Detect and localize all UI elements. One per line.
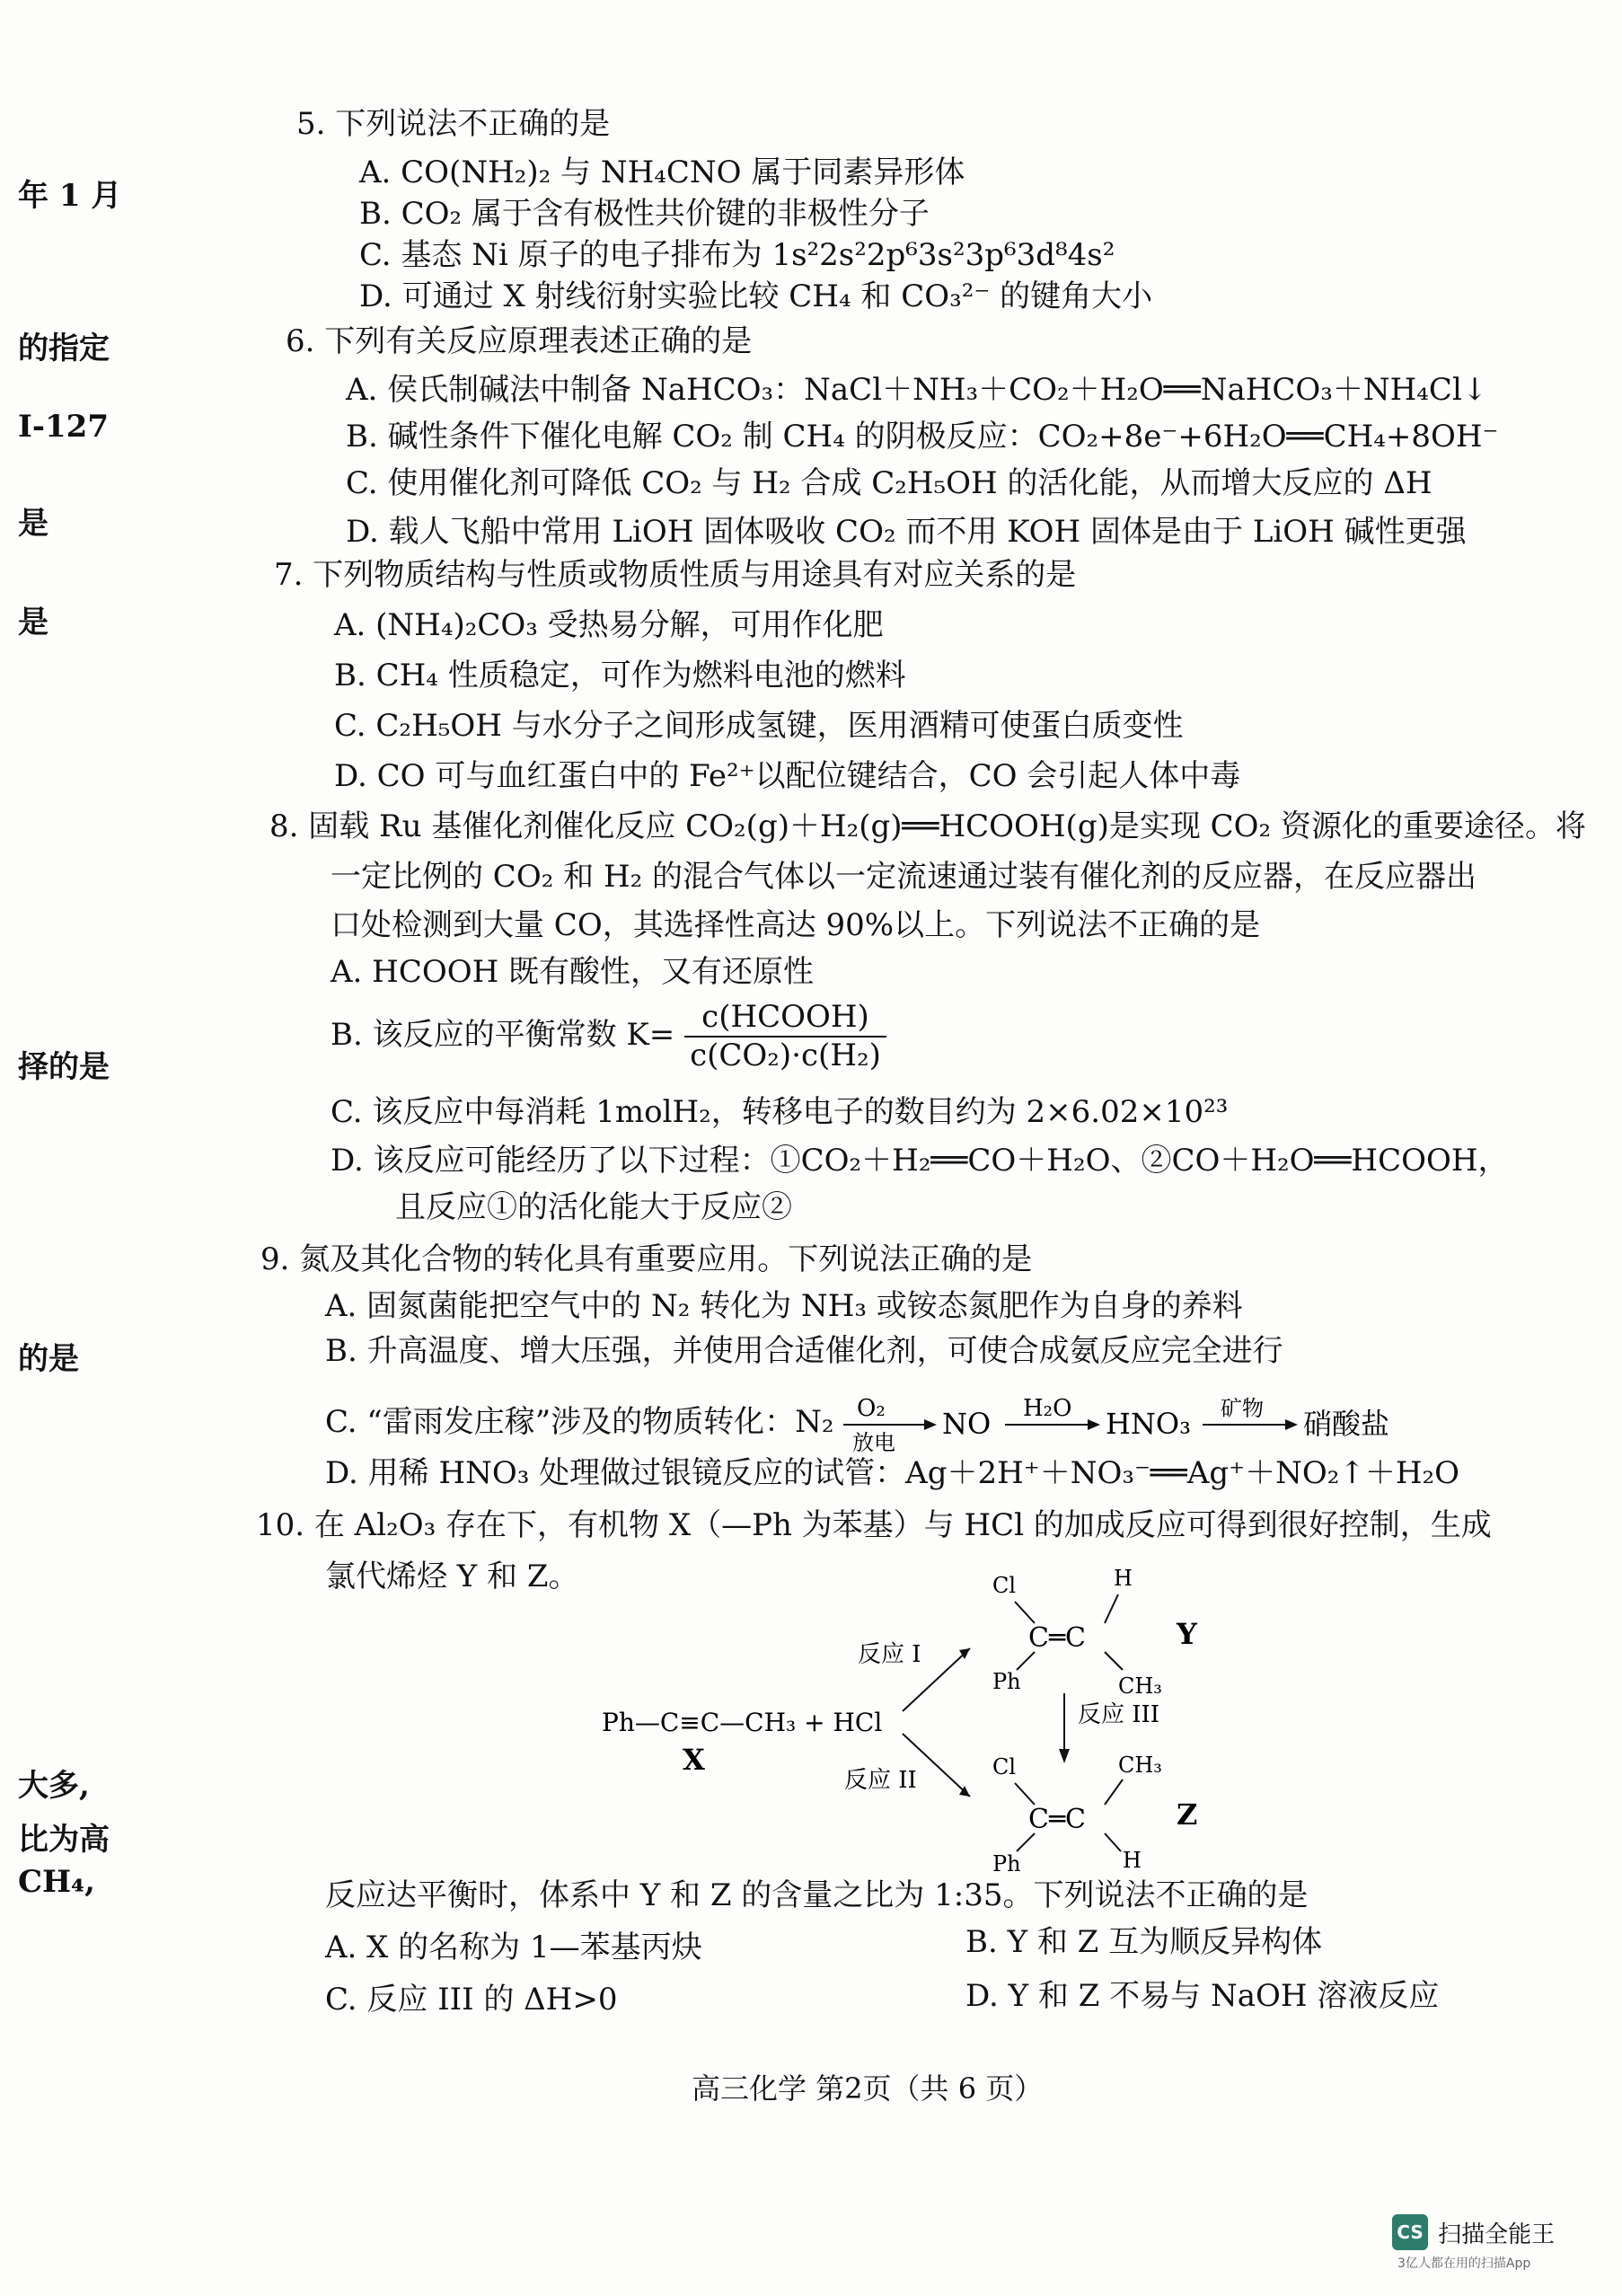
equilibrium-constant-fraction	[684, 999, 886, 1074]
q8-option-a: A. HCOOH 既有酸性，又有还原性	[331, 954, 815, 990]
reaction-ii-label: 反应 II	[844, 1767, 917, 1794]
q10-option-d: D. Y 和 Z 不易与 NaOH 溶液反应	[965, 1978, 1440, 2014]
gutter-text: 大多,	[18, 1768, 90, 1804]
q9-option-d: D. 用稀 HNO₃ 处理做过银镜反应的试管：Ag＋2H⁺＋NO₃⁻══Ag⁺＋NO₂↑＋H₂O	[325, 1455, 1460, 1491]
q8-stem-line2: 一定比例的 CO₂ 和 H₂ 的混合气体以一定流速通过装有催化剂的反应器，在反应器出	[331, 859, 1477, 895]
q7-option-b: B. CH₄ 性质稳定，可作为燃料电池的燃料	[334, 658, 906, 693]
arrow2-head	[1088, 1419, 1100, 1430]
q10-option-c: C. 反应 III 的 ΔH>0	[325, 1982, 618, 2018]
nitrogen-conversion-scheme	[843, 1392, 1622, 1455]
species-hno3: HNO₃	[1106, 1407, 1192, 1441]
arrow3-head	[1285, 1419, 1298, 1430]
arrow2-top-label: H₂O	[1023, 1395, 1072, 1422]
q8-option-d-line1: D. 该反应可能经历了以下过程：①CO₂＋H₂══CO＋H₂O、②CO＋H₂O══HCOOH，	[331, 1143, 1509, 1179]
z-bond-h	[1105, 1833, 1121, 1851]
gutter-text: CH₄,	[18, 1864, 95, 1900]
q10-option-b: B. Y 和 Z 互为顺反异构体	[965, 1924, 1323, 1960]
z-ch3: CH₃	[1118, 1753, 1162, 1778]
watermark-tagline: 3亿人都在用的扫描App	[1397, 2256, 1531, 2271]
y-bond-h	[1105, 1594, 1118, 1623]
arrow1-head	[924, 1419, 937, 1430]
q9-option-a: A. 固氮菌能把空气中的 N₂ 转化为 NH₃ 或铵态氮肥作为自身的养料	[325, 1288, 1243, 1324]
reactant-x-formula: Ph—C≡C—CH₃ + HCl	[602, 1708, 883, 1737]
q5-option-d: D. 可通过 X 射线衍射实验比较 CH₄ 和 CO₃²⁻ 的键角大小	[359, 278, 1153, 314]
q5-option-b: B. CO₂ 属于含有极性共价键的非极性分子	[359, 196, 930, 232]
q10-stem-line3: 反应达平衡时，体系中 Y 和 Z 的含量之比为 1:35。下列说法不正确的是	[325, 1877, 1309, 1913]
z-double-bond: C═C	[1028, 1804, 1086, 1835]
gutter-text: 是	[18, 605, 48, 640]
y-double-bond: C═C	[1028, 1622, 1086, 1654]
q8-option-c: C. 该反应中每消耗 1molH₂，转移电子的数目约为 2×6.02×10²³	[331, 1094, 1229, 1130]
y-h: H	[1114, 1566, 1133, 1591]
gutter-text: 是	[18, 506, 48, 542]
q8-option-b-prefix: B. 该反应的平衡常数 K=	[331, 1016, 675, 1053]
q7-stem: 7. 下列物质结构与性质或物质性质与用途具有对应关系的是	[274, 557, 1077, 593]
z-ph: Ph	[992, 1851, 1021, 1877]
q9-option-b: B. 升高温度、增大压强，并使用合适催化剂，可使合成氨反应完全进行	[325, 1333, 1283, 1369]
z-bond-ph	[1017, 1833, 1035, 1851]
y-bond-ch3	[1105, 1652, 1123, 1670]
reaction-iii-label: 反应 III	[1078, 1701, 1160, 1728]
product-y-label: Y	[1177, 1617, 1197, 1651]
q8-stem-line3: 口处检测到大量 CO，其选择性高达 90%以上。下列说法不正确的是	[331, 907, 1261, 943]
arrow1-top-label: O₂	[857, 1395, 886, 1422]
gutter-text: I-127	[18, 409, 109, 445]
gutter-text: 的指定	[18, 331, 110, 366]
q5-option-c: C. 基态 Ni 原子的电子排布为 1s²2s²2p⁶3s²3p⁶3d⁸4s²	[359, 237, 1115, 273]
q10-stem-line1: 10. 在 Al₂O₃ 存在下，有机物 X（—Ph 为苯基）与 HCl 的加成反应可得到很好控制，生成	[256, 1507, 1492, 1543]
q6-option-c: C. 使用催化剂可降低 CO₂ 与 H₂ 合成 C₂H₅OH 的活化能，从而增大反应的 ΔH	[346, 465, 1432, 501]
gutter-text: 择的是	[18, 1049, 110, 1085]
y-bond-ph	[1017, 1652, 1035, 1670]
page-footer: 高三化学 第2页（共 6 页）	[692, 2071, 1044, 2106]
q7-option-d: D. CO 可与血红蛋白中的 Fe²⁺以配位键结合，CO 会引起人体中毒	[334, 758, 1241, 794]
z-h: H	[1123, 1848, 1142, 1873]
q7-option-c: C. C₂H₅OH 与水分子之间形成氢键，医用酒精可使蛋白质变性	[334, 708, 1184, 744]
species-no: NO	[942, 1407, 992, 1441]
species-nitrate: 硝酸盐	[1303, 1407, 1390, 1441]
camscanner-logo-icon: CS	[1392, 2214, 1428, 2250]
q5-stem: 5. 下列说法不正确的是	[296, 106, 611, 142]
q6-option-b: B. 碱性条件下催化电解 CO₂ 制 CH₄ 的阴极反应：CO₂+8e⁻+6H₂O══CH₄+8OH⁻	[346, 419, 1499, 455]
scanner-watermark	[1392, 2214, 1555, 2272]
z-bond-ch3	[1105, 1779, 1123, 1805]
y-ph: Ph	[992, 1669, 1021, 1694]
q10-option-a: A. X 的名称为 1—苯基丙炔	[325, 1930, 702, 1965]
product-z-label: Z	[1177, 1797, 1198, 1832]
arrow1-bottom-label: 放电	[852, 1430, 896, 1455]
gutter-text: 的是	[18, 1341, 79, 1377]
gutter-text: 年 1 月	[18, 178, 122, 214]
z-cl: Cl	[992, 1754, 1017, 1779]
reaction-i-label: 反应 I	[858, 1641, 921, 1668]
q9-stem: 9. 氮及其化合物的转化具有重要应用。下列说法正确的是	[260, 1241, 1033, 1277]
arrow3-top-label: 矿物	[1221, 1396, 1265, 1421]
q8-option-d-line2: 且反应①的活化能大于反应②	[395, 1189, 792, 1225]
q6-option-a: A. 侯氏制碱法中制备 NaHCO₃：NaCl＋NH₃＋CO₂＋H₂O══NaHCO₃＋NH₄Cl↓	[346, 372, 1488, 408]
q6-stem: 6. 下列有关反应原理表述正确的是	[286, 323, 753, 359]
q6-option-d: D. 载人飞船中常用 LiOH 固体吸收 CO₂ 而不用 KOH 固体是由于 LiOH 碱性更强	[346, 514, 1467, 550]
reaction-iii-arrowhead	[1059, 1749, 1070, 1763]
q10-stem-line2: 氯代烯烃 Y 和 Z。	[325, 1559, 579, 1594]
q8-stem-line1: 8. 固载 Ru 基催化剂催化反应 CO₂(g)＋H₂(g)══HCOOH(g)是实现 CO₂ 资源化的重要途径。将	[269, 808, 1586, 844]
reactant-x-label: X	[683, 1743, 705, 1777]
left-gutter-fragments	[0, 0, 180, 2296]
q7-option-a: A. (NH₄)₂CO₃ 受热易分解，可用作化肥	[334, 607, 884, 643]
q8-option-b	[331, 999, 886, 1074]
fraction-numerator: c(HCOOH)	[684, 999, 886, 1038]
gutter-text: 比为高	[18, 1822, 110, 1858]
fraction-denominator: c(CO₂)·c(H₂)	[690, 1037, 881, 1073]
y-cl: Cl	[992, 1573, 1017, 1598]
watermark-app-name: 扫描全能王	[1438, 2221, 1556, 2248]
q9-option-c	[325, 1392, 1622, 1455]
y-bond-cl	[1015, 1602, 1035, 1623]
y-ch3: CH₃	[1118, 1673, 1162, 1699]
q9-option-c-prefix: C. “雷雨发庄稼”涉及的物质转化：N₂	[325, 1404, 834, 1440]
q5-option-a: A. CO(NH₂)₂ 与 NH₄CNO 属于同素异形体	[359, 155, 965, 190]
reaction-scheme	[575, 1559, 1257, 1882]
z-bond-cl	[1015, 1783, 1035, 1805]
